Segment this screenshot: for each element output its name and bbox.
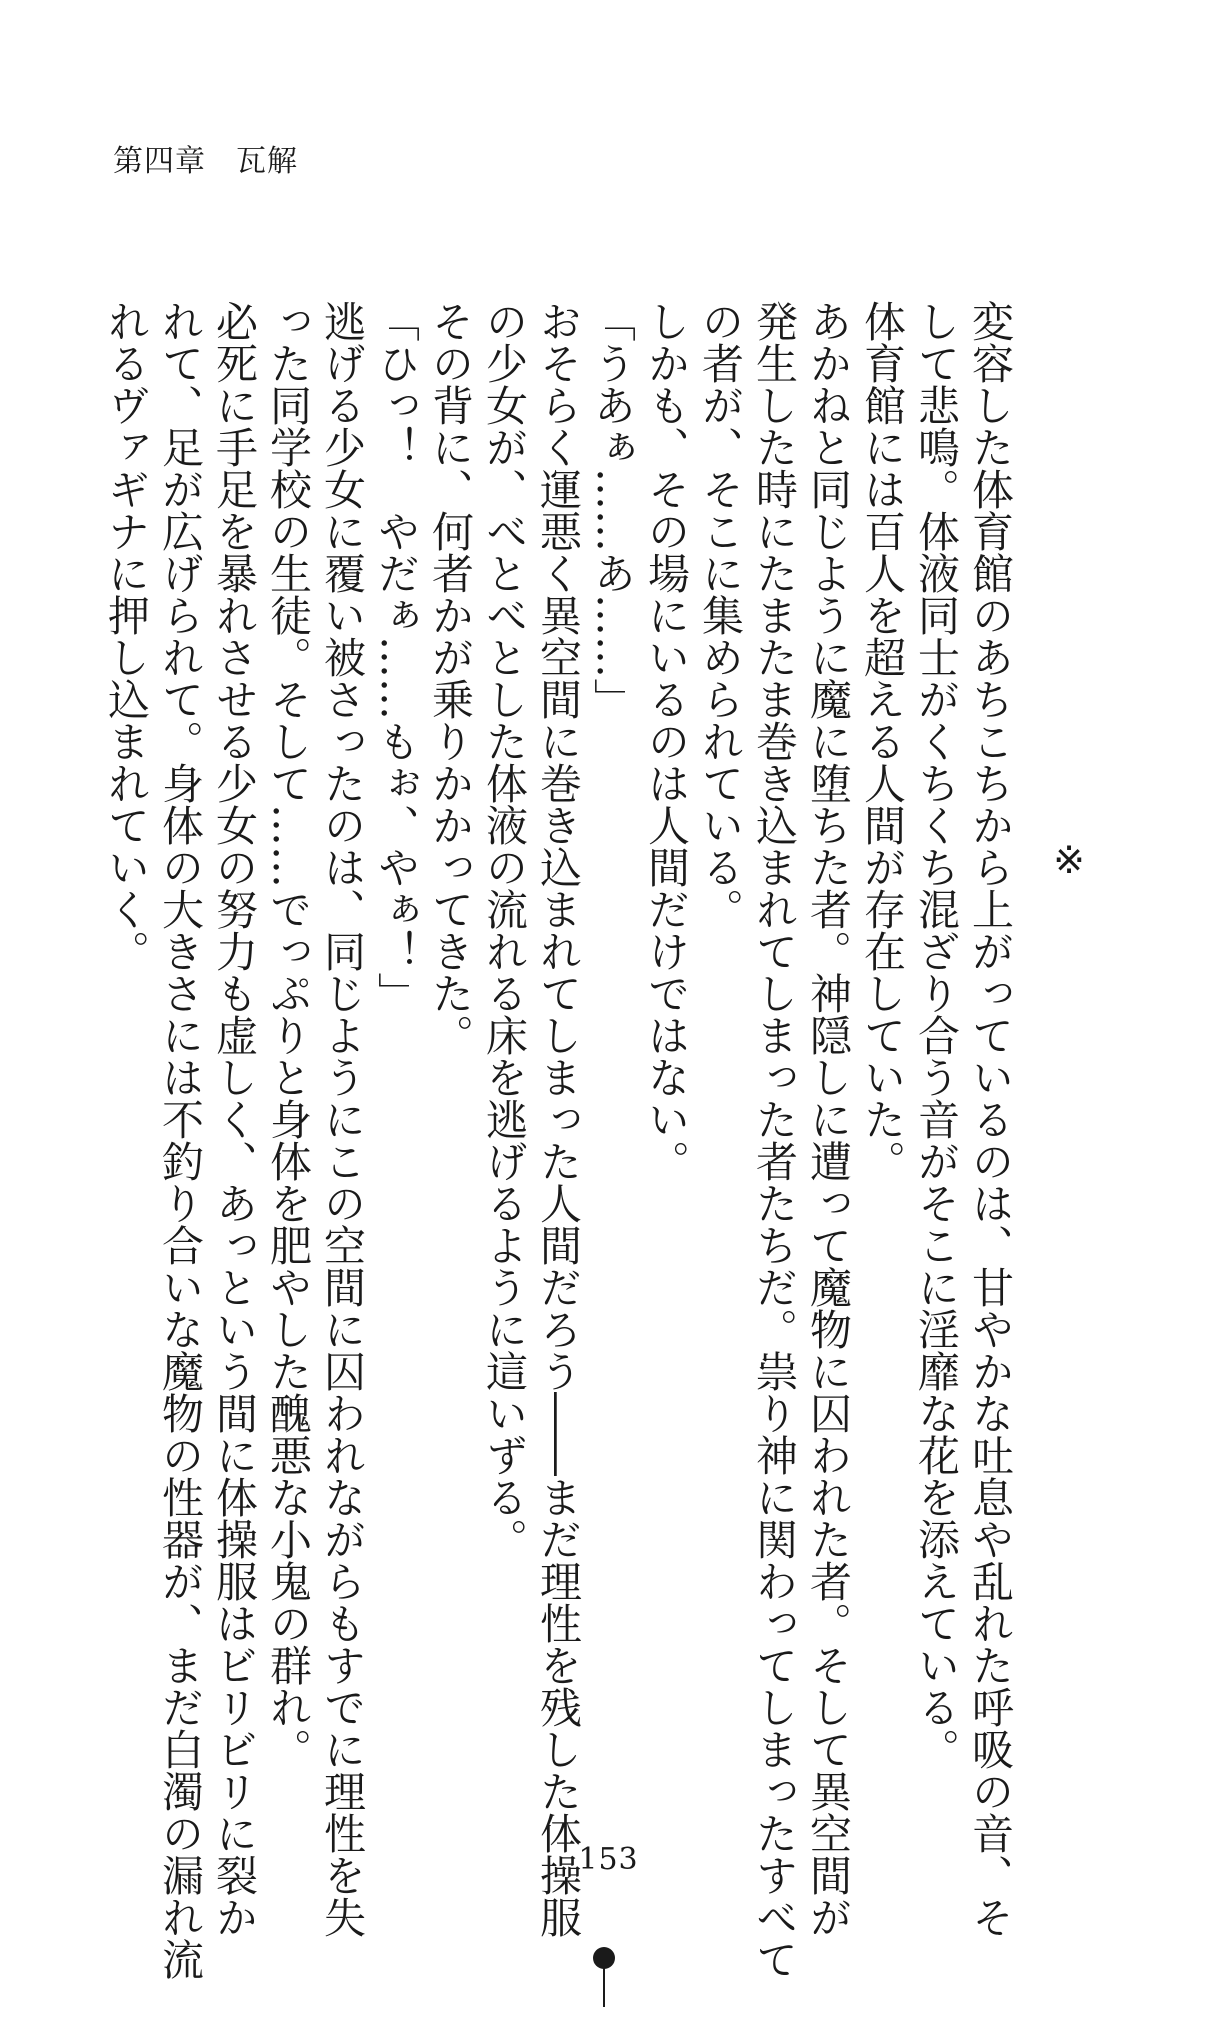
text-line: 「うあぁ……あ……」 [588, 300, 637, 720]
section-break-mark: ※ [1047, 838, 1091, 882]
text-line: あかねと同じように魔に堕ちた者。神隠しに遭って魔物に囚われた者。そして異空間が [804, 300, 853, 1938]
text-line: の者が、そこに集められている。 [696, 300, 745, 930]
chapter-number: 第四章 [113, 144, 206, 179]
text-line: った同学校の生徒。そして……でっぷりと身体を肥やした醜悪な小鬼の群れ。 [264, 300, 313, 1770]
text-line: 体育館には百人を超える人間が存在していた。 [858, 300, 907, 1182]
text-line: しかも、その場にいるのは人間だけではない。 [642, 300, 691, 1182]
running-head [113, 136, 298, 180]
decorative-dot-icon [593, 1947, 615, 1969]
text-line: 必死に手足を暴れさせる少女の努力も虚しく、あっという間に体操服はビリビリに裂か [210, 300, 259, 1938]
text-line: して悲鳴。体液同士がくちくち混ざり合う音がそこに淫靡な花を添えている。 [912, 300, 961, 1770]
text-line: 変容した体育館のあちこちから上がっているのは、甘やかな吐息や乱れた呼吸の音、そ [966, 300, 1015, 1938]
text-line: 発生した時にたまたま巻き込まれてしまった者たちだ。祟り神に関わってしまったすべて [750, 300, 799, 1980]
text-line: れるヴァギナに押し込まれていく。 [102, 300, 151, 972]
text-line: れて、足が広げられて。身体の大きさには不釣り合いな魔物の性器が、まだ白濁の漏れ流 [156, 300, 205, 1980]
text-line: 逃げる少女に覆い被さったのは、同じようにこの空間に囚われながらもすでに理性を失 [318, 300, 367, 1938]
page-number: 153 [578, 1842, 639, 1877]
chapter-title: 瓦解 [236, 144, 298, 179]
text-line: 「ひっ！ やだぁ……もぉ、やぁ！」 [372, 300, 421, 1014]
text-line: おそらく運悪く異空間に巻き込まれてしまった人間だろう――まだ理性を残した体操服 [534, 300, 583, 1938]
text-line: その背に、何者かが乗りかかってきた。 [426, 300, 475, 1056]
text-line: の少女が、べとべとした体液の流れる床を逃げるように這いずる。 [480, 300, 529, 1560]
